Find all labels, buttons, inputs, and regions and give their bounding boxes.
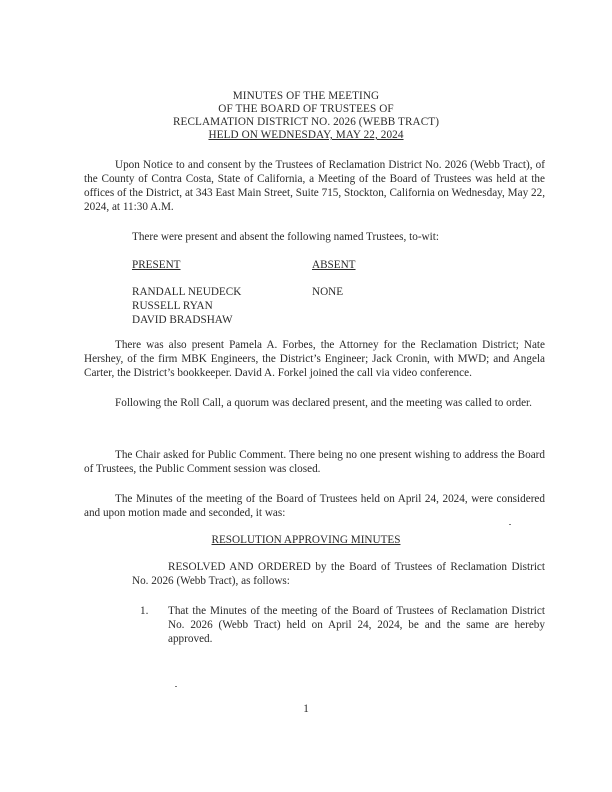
present-name: DAVID BRADSHAW bbox=[132, 314, 233, 326]
also-present-paragraph: There was also present Pamela A. Forbes, the Attorney for the Reclamation District; Nate Hershey, of the firm MBK Engineers, the District’s Engineer; Jack Cronin, with MWD; and Angela Carter, the District’s bookkeeper. David A. Forkel joined the call via video conference. bbox=[84, 339, 545, 379]
present-header: PRESENT bbox=[132, 259, 181, 271]
public-comment-paragraph: The Chair asked for Public Comment. There being no one present wishing to address the Board of Trustees, the Public Comment session was closed. bbox=[84, 449, 545, 475]
document-heading bbox=[0, 90, 612, 142]
resolved-paragraph: RESOLVED AND ORDERED by the Board of Trustees of Reclamation District No. 2026 (Webb Tract), as follows: bbox=[132, 561, 545, 587]
page-number: 1 bbox=[303, 703, 309, 715]
resolution-title: RESOLUTION APPROVING MINUTES bbox=[211, 534, 401, 546]
minutes-paragraph: The Minutes of the meeting of the Board of Trustees held on April 24, 2024, were considered and upon motion made and seconded, it was: bbox=[84, 493, 545, 519]
stray-mark bbox=[175, 686, 177, 687]
roll-call-paragraph: Following the Roll Call, a quorum was declared present, and the meeting was called to order. bbox=[115, 397, 532, 409]
item-number: 1. bbox=[140, 605, 149, 617]
item-text: That the Minutes of the meeting of the Board of Trustees of Reclamation District No. 2026 (Webb Tract) held on April 24, 2024, be and the same are hereby approved. bbox=[168, 605, 545, 645]
absent-header: ABSENT bbox=[312, 259, 356, 271]
heading-line-2: OF THE BOARD OF TRUSTEES OF bbox=[218, 103, 394, 115]
attendance-intro: There were present and absent the following named Trustees, to-wit: bbox=[132, 231, 439, 243]
absent-list bbox=[312, 285, 343, 299]
heading-line-4: HELD ON WEDNESDAY, MAY 22, 2024 bbox=[208, 129, 404, 141]
stray-mark bbox=[509, 524, 511, 525]
heading-line-1: MINUTES OF THE MEETING bbox=[232, 90, 380, 102]
intro-paragraph: Upon Notice to and consent by the Trustees of Reclamation District No. 2026 (Webb Tract), of the County of Contra Costa, State of California, a Meeting of the Board of Trustees was held at the offices of the District, at 343 East Main Street, Suite 715, Stockton, California on Wednesday, May 22, 2024, at 11:30 A.M. bbox=[84, 159, 545, 213]
heading-line-3: RECLAMATION DISTRICT NO. 2026 (WEBB TRACT) bbox=[172, 116, 440, 128]
present-name: RANDALL NEUDECK bbox=[132, 286, 242, 298]
present-list bbox=[132, 285, 241, 327]
present-name: RUSSELL RYAN bbox=[132, 300, 213, 312]
absent-name: NONE bbox=[312, 286, 344, 298]
